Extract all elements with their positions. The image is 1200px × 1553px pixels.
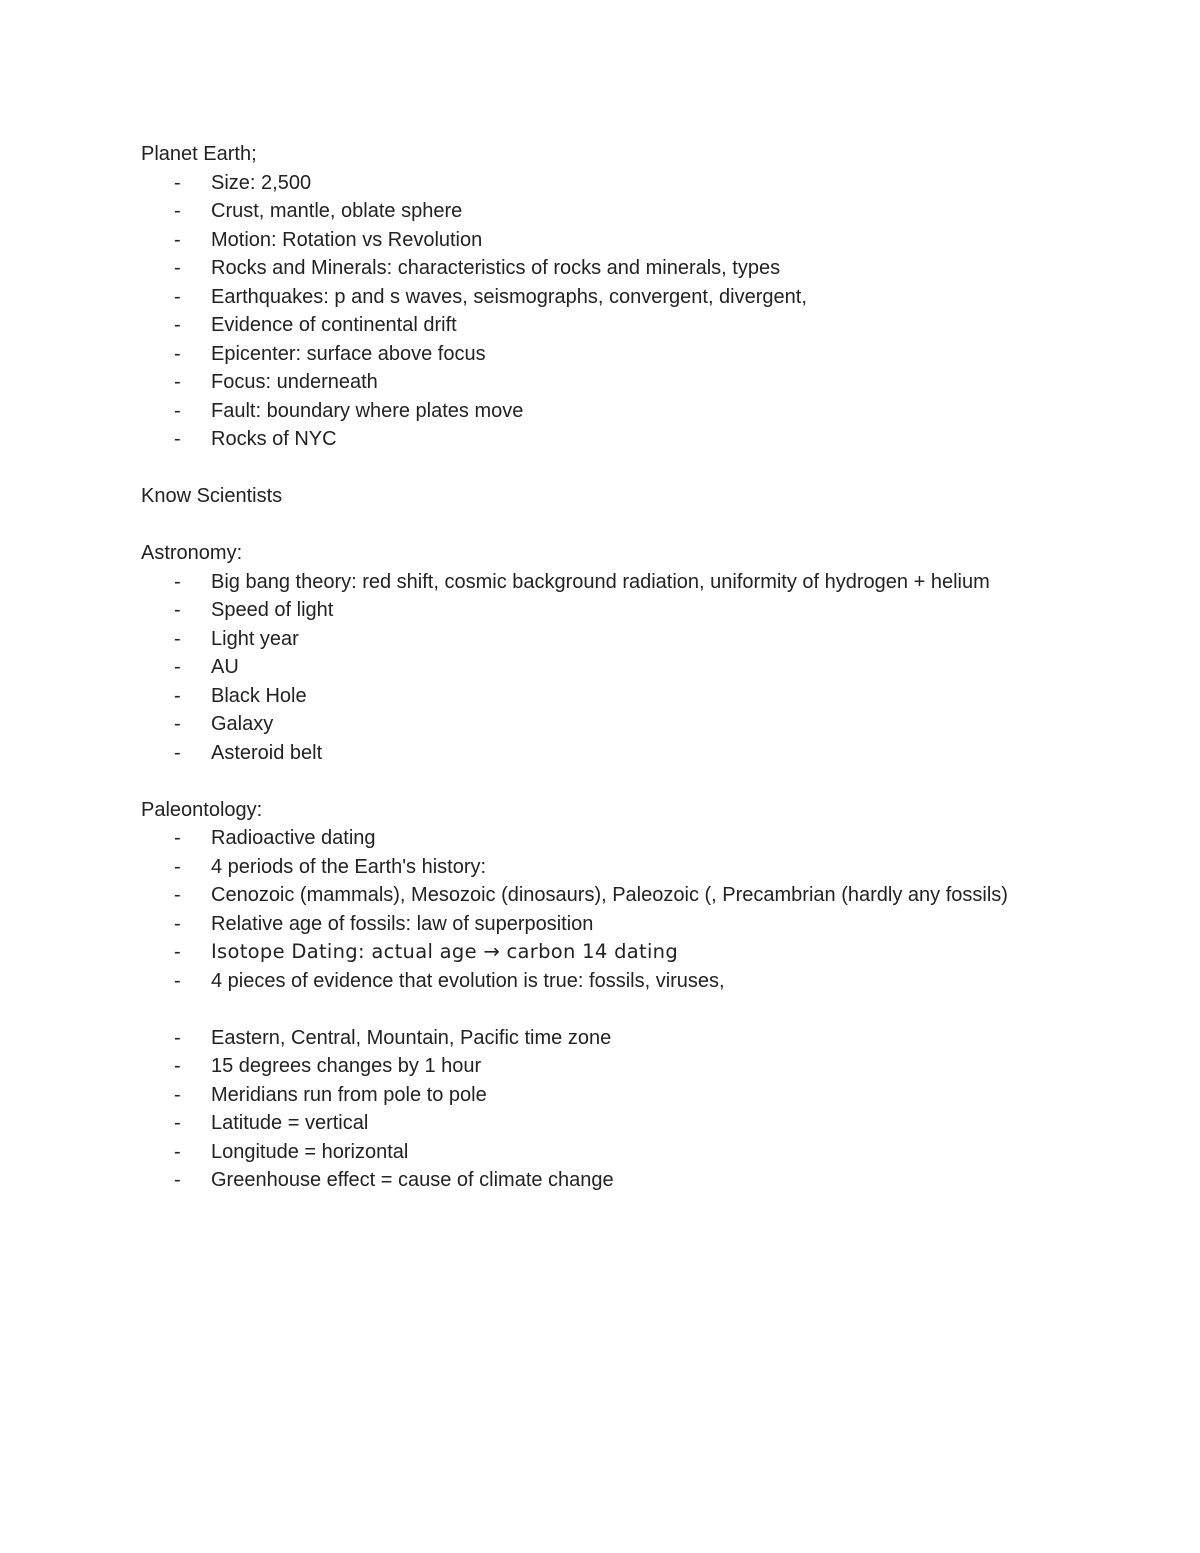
list-item bbox=[141, 568, 1101, 597]
list-item bbox=[141, 397, 1101, 426]
dash-bullet: - bbox=[174, 969, 181, 992]
list-item bbox=[141, 1166, 1101, 1195]
list-item-text: Speed of light bbox=[211, 599, 334, 621]
list-item-text: Meridians run from pole to pole bbox=[211, 1083, 487, 1106]
paleontology-section bbox=[141, 796, 1101, 996]
dash-bullet: - bbox=[174, 656, 181, 678]
list-item bbox=[141, 1138, 1101, 1167]
list-item bbox=[141, 1052, 1101, 1081]
dash-bullet: - bbox=[174, 171, 181, 194]
astronomy-section bbox=[141, 539, 1101, 767]
list-item-text: Size: 2,500 bbox=[211, 171, 312, 194]
section-heading-planet-earth: Planet Earth; bbox=[141, 143, 257, 165]
list-item bbox=[141, 824, 1101, 853]
paleontology-list bbox=[141, 824, 1101, 995]
list-item-text: Eastern, Central, Mountain, Pacific time zone bbox=[211, 1026, 612, 1049]
dash-bullet: - bbox=[174, 1169, 181, 1191]
list-item bbox=[141, 625, 1101, 654]
list-item bbox=[141, 938, 1101, 967]
dash-bullet: - bbox=[174, 1112, 181, 1134]
dash-bullet: - bbox=[174, 627, 181, 650]
dash-bullet: - bbox=[174, 941, 181, 963]
dash-bullet: - bbox=[174, 200, 181, 222]
dash-bullet: - bbox=[174, 285, 181, 308]
list-item-text: Cenozoic (mammals), Mesozoic (dinosaurs), Paleozoic (, Precambrian (hardly any fossils) bbox=[211, 884, 1008, 906]
dash-bullet: - bbox=[174, 741, 181, 764]
list-item-text: Relative age of fossils: law of superposition bbox=[211, 912, 594, 935]
list-item bbox=[141, 653, 1101, 682]
dash-bullet: - bbox=[174, 713, 181, 735]
list-item bbox=[141, 1024, 1101, 1053]
list-item bbox=[141, 368, 1101, 397]
list-item-text: Rocks and Minerals: characteristics of rocks and minerals, types bbox=[211, 257, 781, 279]
list-item bbox=[141, 425, 1101, 454]
list-item bbox=[141, 283, 1101, 312]
dash-bullet: - bbox=[174, 884, 181, 906]
blank-line bbox=[141, 767, 1101, 796]
list-item-text: Isotope Dating: actual age → carbon 14 dating bbox=[211, 940, 679, 963]
list-item bbox=[141, 1109, 1101, 1138]
list-item bbox=[141, 710, 1101, 739]
section-heading-know-scientists: Know Scientists bbox=[141, 485, 283, 507]
list-item bbox=[141, 853, 1101, 882]
list-item bbox=[141, 967, 1101, 996]
list-item-text: Big bang theory: red shift, cosmic background radiation, uniformity of hydrogen + helium bbox=[211, 570, 990, 593]
list-item bbox=[141, 1081, 1101, 1110]
dash-bullet: - bbox=[174, 684, 181, 707]
list-item bbox=[141, 169, 1101, 198]
list-item-text: Earthquakes: p and s waves, seismographs, convergent, divergent, bbox=[211, 285, 807, 308]
list-item-text: Light year bbox=[211, 627, 299, 650]
dash-bullet: - bbox=[174, 1026, 181, 1049]
list-item-text: 4 periods of the Earth's history: bbox=[211, 855, 487, 878]
dash-bullet: - bbox=[174, 1083, 181, 1106]
know-scientists-section bbox=[141, 482, 1101, 511]
astronomy-list bbox=[141, 568, 1101, 768]
list-item-text: Evidence of continental drift bbox=[211, 314, 457, 336]
dash-bullet: - bbox=[174, 399, 181, 422]
list-item bbox=[141, 254, 1101, 283]
planet-earth-list bbox=[141, 169, 1101, 454]
list-item bbox=[141, 910, 1101, 939]
list-item bbox=[141, 197, 1101, 226]
list-item bbox=[141, 682, 1101, 711]
blank-line bbox=[141, 995, 1101, 1024]
dash-bullet: - bbox=[174, 1055, 181, 1077]
list-item bbox=[141, 739, 1101, 768]
section-heading-paleontology: Paleontology: bbox=[141, 798, 263, 821]
dash-bullet: - bbox=[174, 371, 181, 393]
list-item bbox=[141, 881, 1101, 910]
list-item-text: 15 degrees changes by 1 hour bbox=[211, 1055, 482, 1077]
list-item-text: Epicenter: surface above focus bbox=[211, 342, 486, 365]
list-item bbox=[141, 311, 1101, 340]
document-page bbox=[141, 140, 1101, 1195]
dash-bullet: - bbox=[174, 855, 181, 878]
dash-bullet: - bbox=[174, 314, 181, 336]
list-item-text: Asteroid belt bbox=[211, 741, 323, 764]
dash-bullet: - bbox=[174, 257, 181, 279]
list-item-text: Crust, mantle, oblate sphere bbox=[211, 200, 463, 222]
dash-bullet: - bbox=[174, 1140, 181, 1163]
list-item-text: Radioactive dating bbox=[211, 827, 376, 849]
dash-bullet: - bbox=[174, 570, 181, 593]
list-item-text: 4 pieces of evidence that evolution is true: fossils, viruses, bbox=[211, 969, 725, 992]
dash-bullet: - bbox=[174, 428, 181, 450]
dash-bullet: - bbox=[174, 342, 181, 365]
list-item-text: Fault: boundary where plates move bbox=[211, 399, 524, 422]
geography-section bbox=[141, 1024, 1101, 1195]
dash-bullet: - bbox=[174, 599, 181, 621]
list-item bbox=[141, 596, 1101, 625]
geography-list bbox=[141, 1024, 1101, 1195]
list-item-text: Focus: underneath bbox=[211, 371, 378, 393]
list-item bbox=[141, 226, 1101, 255]
list-item-text: Galaxy bbox=[211, 713, 274, 735]
dash-bullet: - bbox=[174, 827, 181, 849]
list-item-text: AU bbox=[211, 656, 239, 678]
blank-line bbox=[141, 511, 1101, 540]
list-item-text: Latitude = vertical bbox=[211, 1112, 369, 1134]
blank-line bbox=[141, 454, 1101, 483]
dash-bullet: - bbox=[174, 912, 181, 935]
planet-earth-section bbox=[141, 140, 1101, 454]
dash-bullet: - bbox=[174, 228, 181, 251]
list-item-text: Motion: Rotation vs Revolution bbox=[211, 228, 483, 251]
list-item bbox=[141, 340, 1101, 369]
list-item-text: Rocks of NYC bbox=[211, 428, 337, 450]
section-heading-astronomy: Astronomy: bbox=[141, 542, 243, 564]
list-item-text: Black Hole bbox=[211, 684, 307, 707]
list-item-text: Longitude = horizontal bbox=[211, 1140, 409, 1163]
list-item-text: Greenhouse effect = cause of climate change bbox=[211, 1169, 614, 1191]
